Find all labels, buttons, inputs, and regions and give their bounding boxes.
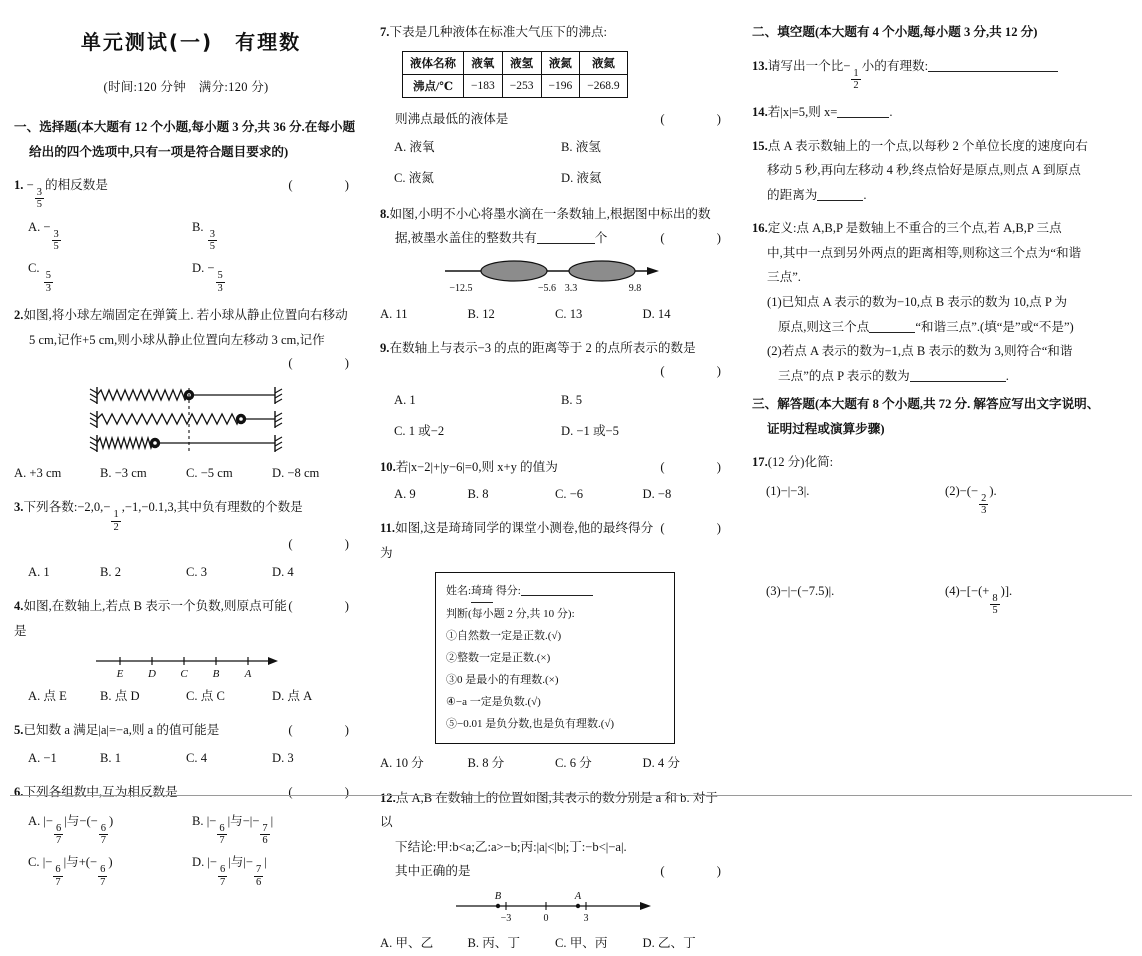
question-16-line1: 定义:点 A,B,P 是数轴上不重合的三个点,若 A,B,P 三点 (767, 221, 1062, 236)
option-7b[interactable]: B. 液氢 (561, 140, 601, 155)
question-1-sign: − (26, 178, 34, 193)
table-cell-name-0: 液氧 (464, 51, 503, 74)
question-5 (14, 718, 358, 743)
axis-point-A: A (574, 890, 581, 902)
table-header-boiling-point: 沸点/℃ (403, 74, 464, 97)
table-header-liquid-name: 液体名称 (403, 51, 464, 74)
inkblot-numberline-svg (439, 257, 671, 299)
question-8-options (380, 302, 730, 327)
question-6-stem: 下列各组数中,互为相反数是 (23, 785, 178, 800)
question-1-options-row2 (14, 255, 358, 294)
blank-q16-1[interactable] (869, 332, 915, 333)
question-9-options-row1 (380, 387, 730, 415)
question-3-number: 3. (14, 500, 24, 515)
table-cell-name-3: 液氦 (580, 51, 627, 74)
option-2d[interactable]: D. −8 cm (272, 466, 320, 481)
question-14: 14.若|x|=5,则 x= . (752, 105, 893, 120)
blank-q15[interactable] (817, 200, 863, 201)
option-9c[interactable]: C. 1 或−2 (394, 423, 445, 438)
question-11-number: 11. (380, 521, 396, 536)
axis-label-E: E (116, 668, 124, 681)
option-4b[interactable]: B. 点 D (100, 689, 140, 704)
option-5b[interactable]: B. 1 (100, 750, 121, 765)
question-9 (380, 336, 730, 384)
axis-label-3-3: 3.3 (564, 282, 578, 294)
axis-label-A: A (244, 668, 252, 681)
question-17-row1 (752, 478, 1126, 517)
axis-label-neg5-6: −5.6 (537, 282, 557, 294)
question-2-number: 2. (14, 308, 24, 323)
question-2-line1: 如图,将小球左端固定在弹簧上. 若小球从静止位置向右移动 (23, 308, 348, 323)
section-answer-heading (752, 392, 1126, 441)
question-11-options (380, 751, 730, 776)
column-right (740, 8, 1126, 800)
question-16-sub1-line1: (1)已知点 A 表示的数为−10,点 B 表示的数为 10,点 P 为 (767, 295, 1068, 310)
question-15-number: 15. (752, 138, 768, 153)
numberline-q12-figure (380, 890, 730, 928)
spring-diagram-svg (71, 382, 301, 458)
question-13: 13.请写出一个比− $\frac{1}{2}$ 小的有理数: (752, 54, 1126, 92)
quiz-card-item-5: ⑤−0.01 是负分数,也是负有理数.(√) (446, 718, 615, 731)
option-5c[interactable]: C. 4 (186, 750, 207, 765)
question-6 (14, 780, 358, 805)
table-cell-value-3: −268.9 (580, 74, 627, 97)
section-answer-heading-line1: 三、解答题(本大题有 8 个小题,共 72 分. 解答应写出文字说明、 (752, 397, 1100, 412)
question-9-options-row2 (380, 418, 730, 446)
axis-tick-0: 0 (543, 912, 548, 924)
option-10c[interactable]: C. −6 (555, 487, 584, 502)
answer-paren-9: ( ) (660, 364, 730, 379)
spring-figure (14, 382, 358, 458)
option-4a[interactable]: A. 点 E (28, 689, 67, 704)
question-7-subquestion: ( ) 则沸点最低的液体是 (380, 107, 730, 132)
option-2a[interactable]: A. +3 cm (14, 466, 62, 481)
option-2b[interactable]: B. −3 cm (100, 466, 147, 481)
question-1 (14, 173, 358, 211)
section-choice-heading-line2: 给出的四个选项中,只有一项是符合题目要求的) (29, 144, 289, 159)
question-8-number: 8. (380, 206, 390, 221)
column-middle (370, 8, 740, 950)
option-8d[interactable]: D. 14 (642, 306, 671, 321)
answer-paren-8: ( ) (660, 231, 730, 246)
question-17-stem: (12 分)化简: (767, 455, 834, 470)
section-choice-heading (14, 115, 358, 164)
axis-tick-neg3: −3 (500, 912, 511, 924)
question-4-options (14, 684, 358, 709)
exam-subtitle: (时间:120 分钟 满分:120 分) (103, 80, 269, 94)
axis-label-C: C (180, 668, 188, 681)
option-7d[interactable]: D. 液氦 (561, 170, 602, 185)
question-13-number: 13. (752, 58, 768, 73)
option-3a[interactable]: A. 1 (28, 564, 50, 579)
option-7c[interactable]: C. 液氮 (394, 170, 434, 185)
option-5a[interactable]: A. −1 (28, 750, 57, 765)
section-fillblank-heading: 二、填空题(本大题有 4 个小题,每小题 3 分,共 12 分) (752, 25, 1038, 39)
question-9-number: 9. (380, 340, 390, 355)
answer-paren-12: ( ) (660, 864, 730, 879)
fraction-1-2: $\frac{1}{2}$ (113, 509, 119, 533)
quiz-card-item-2: ②整数一定是正数.(×) (446, 652, 551, 665)
question-11-stem: 如图,这是琦琦同学的课堂小测卷,他的最终得分为 (380, 521, 654, 560)
option-8a[interactable]: A. 11 (380, 306, 408, 321)
question-17-part3: (3)−|−(−7.5)|. (766, 583, 835, 598)
quiz-card-item-3: ③0 是最小的有理数.(×) (446, 674, 559, 687)
axis-label-B: B (212, 668, 220, 681)
question-3-stem-b: ,−1,−0.1,3,其中负有理数的个数是 (121, 500, 303, 515)
option-9d[interactable]: D. −1 或−5 (561, 423, 619, 438)
work-space-1 (752, 517, 1126, 575)
table-row-names (403, 51, 628, 74)
question-7-stem: 下表是几种液体在标准大气压下的沸点: (389, 25, 608, 39)
numberline-q4-svg (86, 649, 286, 681)
quiz-card-name-line: 姓名:琦琦 得分: (446, 580, 664, 603)
question-15 (752, 134, 1126, 208)
answer-paren-4: ( ) (288, 599, 358, 614)
question-12-number: 12. (380, 790, 396, 805)
question-16-line2: 中,其中一点到另外两点的距离相等,则称这三个点为“和谐 (767, 245, 1082, 260)
question-10-options (380, 482, 730, 507)
question-12-options (380, 931, 730, 956)
question-12 (380, 786, 730, 884)
question-4-number: 4. (14, 599, 24, 614)
question-6-options-row2 (14, 849, 358, 888)
table-cell-value-0: −183 (464, 74, 503, 97)
question-3-options (14, 560, 358, 585)
option-3c[interactable]: C. 3 (186, 564, 207, 579)
table-cell-value-2: −196 (541, 74, 580, 97)
quiz-card (435, 572, 675, 744)
question-16-sub2-line2: 三点”的点 P 表示的数为 . (778, 368, 1009, 383)
question-1-number: 1. (14, 178, 24, 193)
question-3: 3.下列各数:−2,0,− $\frac{1}{2}$ ,−1,−0.1,3,其中负有理数的个数是 ( ) (14, 495, 358, 557)
question-10 (380, 455, 730, 480)
answer-paren-10: ( ) (660, 459, 730, 474)
fraction-3-5: $\frac{3}{5}$ (36, 187, 42, 211)
option-12c[interactable]: C. 甲、丙 (555, 935, 608, 950)
question-17 (752, 450, 1126, 475)
quiz-card-instruction: 判断(每小题 2 分,共 10 分): (446, 608, 575, 621)
question-7-options-row2 (380, 165, 730, 193)
question-5-number: 5. (14, 723, 24, 738)
question-17-number: 17. (752, 455, 768, 470)
quiz-card-item-1: ①自然数一定是正数.(√) (446, 630, 562, 643)
question-6-options-row1 (14, 808, 358, 847)
question-6-number: 6. (14, 785, 24, 800)
blank-q8[interactable] (537, 243, 595, 244)
option-3b[interactable]: B. 2 (100, 564, 121, 579)
question-16-number: 16. (752, 221, 768, 236)
question-11 (380, 516, 730, 565)
column-left (14, 8, 370, 888)
option-11d[interactable]: D. 4 分 (642, 756, 680, 771)
fraction-1-2-q13: $\frac{1}{2}$ (853, 67, 859, 91)
question-14-number: 14. (752, 105, 768, 120)
answer-paren-1: ( ) (288, 178, 358, 193)
answer-paren-6: ( ) (288, 785, 358, 800)
answer-paren-2: ( ) (288, 356, 358, 371)
question-16-sub1-line2: 原点,则这三个点 “和谐三点”.(填“是”或“不是”) (778, 319, 1074, 334)
option-9b[interactable]: B. 5 (561, 393, 582, 408)
option-5d[interactable]: D. 3 (272, 750, 294, 765)
question-17-part2: (2)−(− $\frac{2}{3}$ ). (945, 483, 997, 517)
question-9-stem: 在数轴上与表示−3 的点的距离等于 2 的点所表示的数是 (389, 340, 696, 355)
option-12b[interactable]: B. 丙、丁 (467, 935, 520, 950)
three-column-layout (14, 8, 1128, 950)
table-cell-value-1: −253 (502, 74, 541, 97)
quiz-card-score-blank[interactable] (521, 595, 593, 596)
axis-label-9-8: 9.8 (628, 282, 642, 294)
question-12-line3: ( ) 其中正确的是 (380, 859, 730, 884)
question-17-part1: (1)−|−3|. (766, 483, 810, 498)
answer-paren-5: ( ) (288, 723, 358, 738)
option-9a[interactable]: A. 1 (394, 393, 416, 408)
option-6c[interactable]: C. |− $\frac{6}{7}$ |与+(− $\frac{6}{7}$ ) (28, 855, 113, 888)
question-5-options (14, 746, 358, 771)
question-16-sub2-line1: (2)若点 A 表示的数为−1,点 B 表示的数为 3,则符合“和谐 (767, 344, 1073, 359)
question-10-number: 10. (380, 459, 396, 474)
blank-q14[interactable] (837, 117, 889, 118)
blank-q16-2[interactable] (910, 381, 1006, 382)
quiz-card-item-4: ④−a 一定是负数.(√) (446, 696, 541, 709)
option-1b[interactable]: B. $\frac{3}{5}$ (192, 219, 215, 253)
question-16 (752, 216, 1126, 388)
question-12-line1: 点 A,B 在数轴上的位置如图,其表示的数分别是 a 和 b. 对于以 (380, 790, 718, 830)
option-4d[interactable]: D. 点 A (272, 689, 313, 704)
option-11b[interactable]: B. 8 分 (467, 756, 505, 771)
question-7-number: 7. (380, 25, 390, 39)
option-8b[interactable]: B. 12 (467, 306, 495, 321)
option-7a[interactable]: A. 液氧 (394, 140, 435, 155)
question-15-line1: 点 A 表示数轴上的一个点,以每秒 2 个单位长度的速度向右 (767, 138, 1088, 153)
question-17-row2 (752, 578, 1126, 617)
question-7-options-row1 (380, 134, 730, 162)
question-2 (14, 303, 358, 376)
boiling-point-table (402, 51, 628, 98)
question-8 (380, 202, 730, 251)
option-1d[interactable]: D. − $\frac{5}{3}$ (192, 261, 223, 294)
answer-paren-3: ( ) (288, 536, 358, 551)
option-6d[interactable]: D. |− $\frac{6}{7}$ |与|− $\frac{7}{6}$ | (192, 855, 267, 888)
question-10-stem: 若|x−2|+|y−6|=0,则 x+y 的值为 (395, 459, 558, 474)
question-4-stem: 如图,在数轴上,若点 B 表示一个负数,则原点可能是 (14, 599, 287, 638)
option-3d[interactable]: D. 4 (272, 564, 294, 579)
question-15-line2: 移动 5 秒,再向左移动 4 秒,终点恰好是原点,则点 A 到原点 (767, 163, 1081, 178)
option-8c[interactable]: C. 13 (555, 306, 583, 321)
axis-label-neg12-5: −12.5 (449, 282, 473, 294)
question-2-line2: 5 cm,记作+5 cm,则小球从静止位置向左移动 3 cm,记作 (29, 332, 325, 347)
table-cell-name-1: 液氢 (502, 51, 541, 74)
axis-point-B: B (494, 890, 501, 902)
option-10a[interactable]: A. 9 (394, 487, 416, 502)
question-1-stem: 的相反数是 (44, 178, 108, 193)
option-12d[interactable]: D. 乙、丁 (642, 935, 696, 950)
answer-paren-11: ( ) (660, 521, 730, 536)
table-row-values (403, 74, 628, 97)
option-10d[interactable]: D. −8 (642, 487, 672, 502)
question-4 (14, 594, 358, 643)
question-3-stem-a: 下列各数:−2,0, (23, 500, 104, 515)
option-1c[interactable]: C. $\frac{5}{3}$ (28, 261, 51, 294)
option-1a[interactable]: A. − $\frac{3}{5}$ (28, 219, 59, 253)
option-6b[interactable]: B. |− $\frac{6}{7}$ |与−|− $\frac{7}{6}$ | (192, 813, 274, 846)
option-10b[interactable]: B. 8 (467, 487, 489, 502)
question-8-line1: 如图,小明不小心将墨水滴在一条数轴上,根据图中标出的数 (389, 206, 711, 221)
numberline-q12-svg (448, 890, 663, 928)
question-17-part4: (4)−[−(+ $\frac{8}{5}$ )]. (945, 583, 1013, 616)
option-11c[interactable]: C. 6 分 (555, 756, 592, 771)
page-title: 单元测试(一) 有理数 (80, 30, 302, 54)
numberline-q4-figure (14, 649, 358, 681)
question-15-line3: 的距离为 . (767, 187, 867, 202)
option-6a[interactable]: A. |− $\frac{6}{7}$ |与−(− $\frac{6}{7}$ ) (28, 813, 114, 846)
question-2-options (14, 461, 358, 486)
option-2c[interactable]: C. −5 cm (186, 466, 233, 481)
axis-label-D: D (148, 668, 156, 681)
question-16-line3: 三点”. (767, 270, 801, 285)
axis-tick-3: 3 (583, 912, 588, 924)
answer-paren-7: ( ) (660, 111, 730, 126)
section-answer-heading-line2: 证明过程或演算步骤) (767, 421, 885, 436)
blank-q13[interactable] (928, 71, 1058, 72)
question-12-line2: 下结论:甲:b<a;乙:a>−b;丙:|a|<|b|;丁:−b<|−a|. (395, 839, 627, 854)
quiz-card-student-name: 琦琦 (471, 580, 493, 603)
question-8-line2: ( ) 据,被墨水盖住的整数共有 个 (380, 226, 730, 251)
section-choice-heading-line1: 一、选择题(本大题有 12 个小题,每小题 3 分,共 36 分.在每小题 (14, 120, 356, 134)
option-4c[interactable]: C. 点 C (186, 689, 225, 704)
option-12a[interactable]: A. 甲、乙 (380, 935, 434, 950)
option-11a[interactable]: A. 10 分 (380, 756, 424, 771)
question-5-stem: 已知数 a 满足|a|=−a,则 a 的值可能是 (23, 723, 220, 738)
question-1-options-row1 (14, 214, 358, 253)
inkblot-numberline-figure (380, 257, 730, 299)
table-cell-name-2: 液氮 (541, 51, 580, 74)
question-7 (380, 20, 730, 45)
